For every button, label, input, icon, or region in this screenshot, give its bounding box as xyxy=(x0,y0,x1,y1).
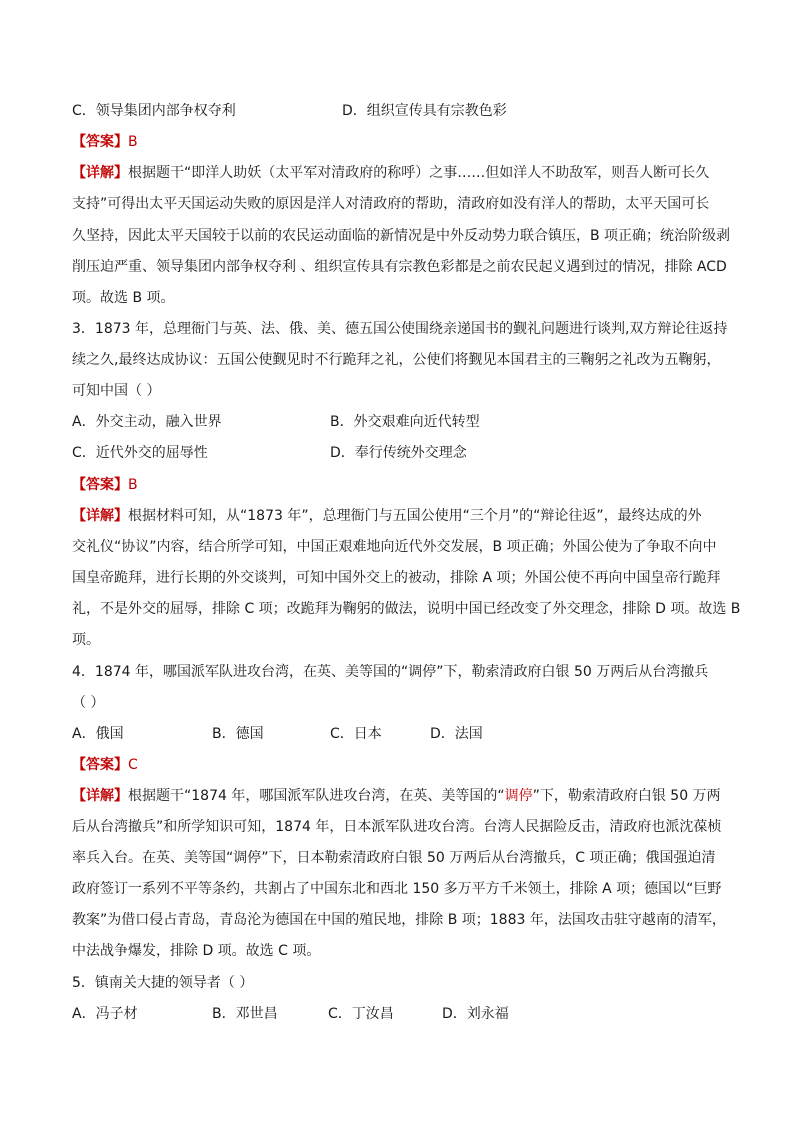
q3-stem-line: 续之久,最终达成协议：五国公使觐见时不行跪拜之礼，公使们将觐见本国君主的三鞠躬之礼改为五鞠躬， xyxy=(72,352,721,368)
q3-stem-line: 3．1873 年，总理衙门与英、法、俄、美、德五国公使围绕亲递国书的觐礼问题进行谈判,双方辩论往返持 xyxy=(72,321,728,337)
detail-tag: 【详解】 xyxy=(72,165,128,181)
q5-option-b: B．邓世昌 xyxy=(212,1006,278,1022)
q4-option-b: B．德国 xyxy=(212,726,264,742)
q2-option-c: C．领导集团内部争权夺利 xyxy=(72,103,236,119)
q5-stem: 5．镇南关大捷的领导者（ ） xyxy=(72,975,254,991)
highlighted-term: 调停 xyxy=(504,788,533,804)
q4-stem-line: （ ） xyxy=(72,695,105,711)
detail-text: 根据题干“即洋人助妖（太平军对清政府的称呼）之事……但如洋人不助敌军，则吾人断可长久 xyxy=(128,165,710,181)
q2-detail-line: 久坚持，因此太平天国较于以前的农民运动面临的新情况是中外反动势力联合镇压，B 项正确；统治阶级剥 xyxy=(72,228,731,244)
answer-tag: 【答案】 xyxy=(72,134,128,150)
q4-detail-line xyxy=(72,786,732,806)
q4-option-a: A．俄国 xyxy=(72,726,124,742)
answer-tag: 【答案】 xyxy=(72,757,128,773)
q2-answer xyxy=(72,132,732,152)
answer-value: B xyxy=(128,134,138,150)
q5-option-c: C．丁汝昌 xyxy=(328,1006,394,1022)
q4-answer xyxy=(72,755,732,775)
q3-detail-line xyxy=(72,506,732,526)
detail-text: 根据题干“1874 年，哪国派军队进攻台湾，在英、美等国的“ xyxy=(128,788,505,804)
q3-answer xyxy=(72,475,732,495)
detail-text: ”下，勒索清政府白银 50 万两 xyxy=(532,788,721,804)
q4-detail-line: 中法战争爆发，排除 D 项。故选 C 项。 xyxy=(72,943,321,959)
q3-option-a: A．外交主动，融入世界 xyxy=(72,414,222,430)
q4-detail-line: 政府签订一系列不平等条约，共割占了中国东北和西北 150 多万平方千米领土，排除 A 项；德国以“巨野 xyxy=(72,881,722,897)
q4-option-d: D．法国 xyxy=(430,726,483,742)
q5-option-a: A．冯子材 xyxy=(72,1006,138,1022)
q5-option-d: D．刘永福 xyxy=(442,1006,509,1022)
q2-option-d: D．组织宣传具有宗教色彩 xyxy=(342,103,507,119)
detail-tag: 【详解】 xyxy=(72,508,128,524)
detail-tag: 【详解】 xyxy=(72,788,128,804)
q4-stem-line: 4．1874 年，哪国派军队进攻台湾，在英、美等国的“调停”下，勒索清政府白银 50 万两后从台湾撤兵 xyxy=(72,664,709,680)
q2-detail-line xyxy=(72,163,732,183)
q2-detail-line: 削压迫严重、领导集团内部争权夺利 、组织宣传具有宗教色彩都是之前农民起义遇到过的情况，排除 ACD xyxy=(72,259,727,275)
answer-value: C xyxy=(128,757,138,773)
q3-option-d: D．奉行传统外交理念 xyxy=(330,445,467,461)
q3-option-b: B．外交艰难向近代转型 xyxy=(330,414,480,430)
answer-tag: 【答案】 xyxy=(72,477,128,493)
q2-detail-line: 项。故选 B 项。 xyxy=(72,290,175,306)
q2-detail-line: 支持”可得出太平天国运动失败的原因是洋人对清政府的帮助，清政府如没有洋人的帮助，太平天国可长 xyxy=(72,196,710,212)
answer-value: B xyxy=(128,477,138,493)
q3-detail-line: 交礼仪“协议”内容，结合所学可知，中国正艰难地向近代外交发展，B 项正确；外国公使为了争取不向中 xyxy=(72,539,717,555)
q4-option-c: C．日本 xyxy=(330,726,382,742)
q3-detail-line: 礼，不是外交的屈辱，排除 C 项；改跪拜为鞠躬的做法，说明中国已经改变了外交理念，排除 D 项。故选 B xyxy=(72,601,741,617)
q3-detail-line: 国皇帝跪拜，进行长期的外交谈判，可知中国外交上的被动，排除 A 项；外国公使不再向中国皇帝行跪拜 xyxy=(72,570,721,586)
q3-detail-line: 项。 xyxy=(72,632,100,648)
q4-detail-line: 后从台湾撤兵”和所学知识可知，1874 年，日本派军队进攻台湾。台湾人民据险反击，清政府也派沈葆桢 xyxy=(72,819,722,835)
detail-text: 根据材料可知，从“1873 年”，总理衙门与五国公使用“三个月”的“辩论往返”，最终达成的外 xyxy=(128,508,702,524)
q4-detail-line: 教案”为借口侵占青岛，青岛沦为德国在中国的殖民地，排除 B 项；1883 年，法国攻击驻守越南的清军， xyxy=(72,912,726,928)
q4-detail-line: 率兵入台。在英、美等国“调停”下，日本勒索清政府白银 50 万两后从台湾撤兵，C 项正确；俄国强迫清 xyxy=(72,850,716,866)
q3-option-c: C．近代外交的屈辱性 xyxy=(72,445,208,461)
q3-stem-line: 可知中国（ ） xyxy=(72,383,161,399)
